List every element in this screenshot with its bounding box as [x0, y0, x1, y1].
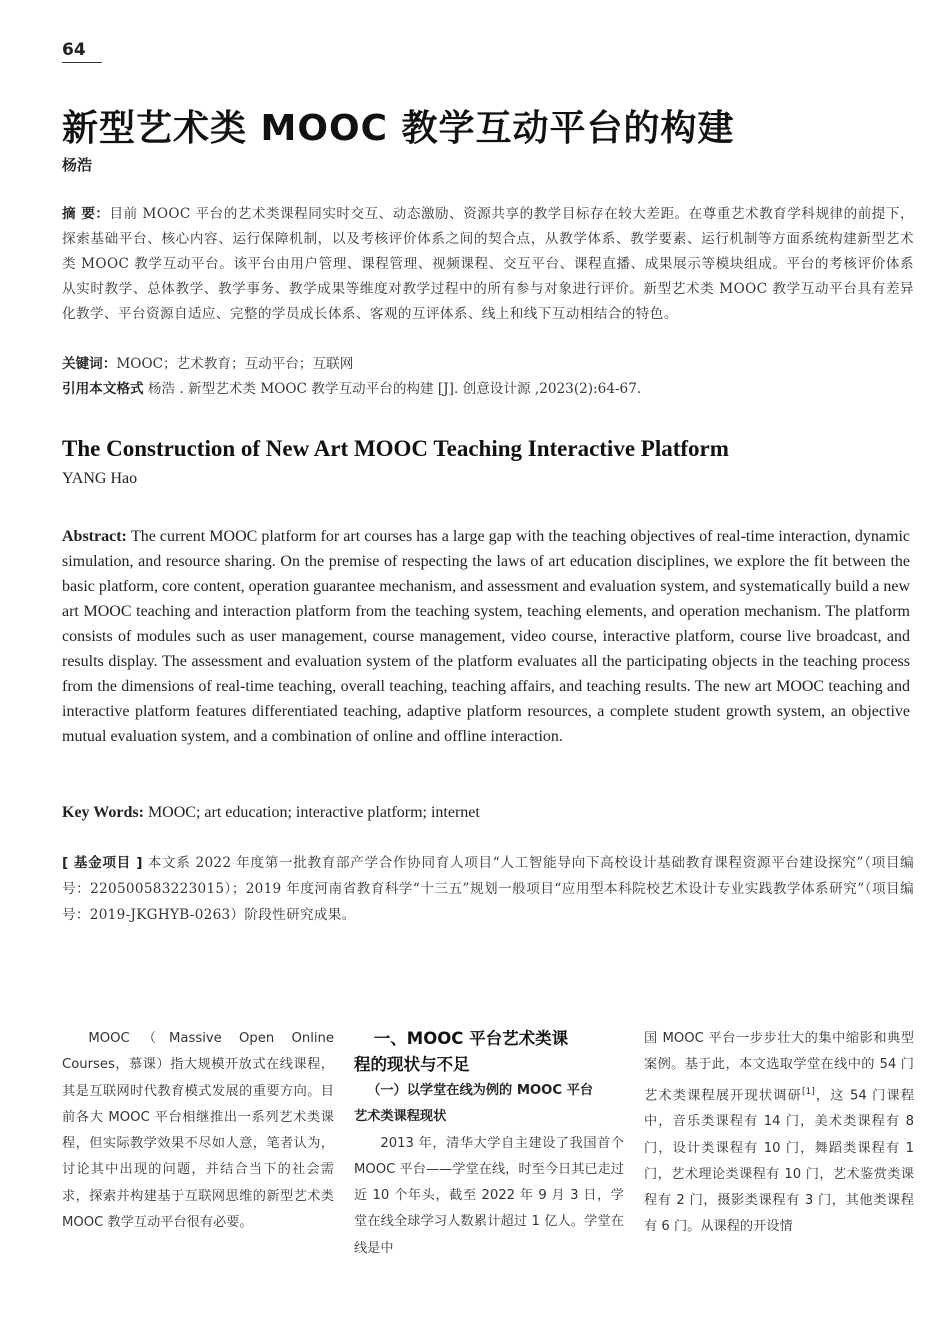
body-column-3: [644, 1026, 914, 1241]
abstract-en-label: Abstract:: [62, 528, 127, 545]
body-column-1: MOOC（Massive Open Online Courses，慕课）指大规模开放式在线课程，其是互联网时代教育模式发展的重要方向。目前各大 MOOC 平台相继推出一系列艺术类课程，但实际教学效果不尽如人意，笔者认为，讨论其中出现的问题，并结合当下的社会需求，探索并构建基于互联网思维的新型艺术类 MOOC 教学互动平台很有必要。: [62, 1031, 334, 1231]
section-1-heading: [354, 1026, 624, 1078]
page-number: 64: [62, 40, 86, 60]
fund-text: 本文系 2022 年度第一批教育部产学合作协同育人项目“人工智能导向下高校设计基础教育课程资源平台建设探究”（项目编号：220500583223015）；2019 年度河南省教育科学“十三五”规划一般项目“应用型本科院校艺术设计专业实践教学体系研究”（项目编号：2019-JKGHYB-0263）阶段性研究成果。: [62, 855, 914, 923]
keywords-cn-text: MOOC；艺术教育；互动平台；互联网: [116, 356, 354, 372]
abstract-en-text: The current MOOC platform for art courses has a large gap with the teaching objectives of real-time interaction, dynamic simulation, and resource sharing. On the premise of respecting the laws of art education disciplines, we explore the fit between the basic platform, core content, operation guarantee mechanism, and assessment and evaluation system, and systematically build a new art MOOC teaching and interaction platform from the teaching system, teaching elements, and operation mechanism. The platform consists of modules such as user management, course management, video course, interactive platform, course live broadcast, and results display. The assessment and evaluation system of the platform evaluates all the participating objects in the teaching process from the dimensions of real-time teaching, overall teaching, teaching affairs, and teaching results. The new art MOOC teaching and interactive platform features differentiated teaching, adaptive platform resources, a complete student growth system, an objective mutual evaluation system, and a combination of online and offline interaction.: [62, 528, 910, 745]
subsection-1-heading-line2: 艺术类课程现状: [354, 1109, 447, 1125]
author-en: YANG Hao: [62, 470, 138, 487]
keywords-en-text: MOOC; art education; interactive platform; internet: [147, 804, 480, 821]
keywords-en-label: Key Words:: [62, 804, 144, 821]
body-column-3-text-b: ，这 54 门课程中，音乐类课程有 14 门，美术类课程有 8 门，设计类课程有 10 门，舞蹈类课程有 1 门，艺术理论类课程有 10 门，艺术鉴赏类课程有 2 门，摄影类课程有 3 门，其他类课程有 6 门。从课程的开设情: [644, 1087, 915, 1235]
body-column-2-text: 2013 年，清华大学自主建设了我国首个 MOOC 平台——学堂在线，时至今日其已走过近 10 个年头，截至 2022 年 9 月 3 日，学堂在线全球学习人数累计超过 1 亿人。学堂在线是中: [354, 1135, 624, 1256]
article-title-cn: 新型艺术类 MOOC 教学互动平台的构建: [62, 108, 735, 149]
section-1-heading-line2: 程的现状与不足: [354, 1055, 470, 1074]
citation: [62, 377, 914, 402]
abstract-cn-label: 摘 要：: [62, 206, 110, 222]
fund-note: [62, 850, 914, 928]
subsection-1-heading-line1: （一）以学堂在线为例的 MOOC 平台: [367, 1083, 594, 1098]
abstract-cn-text: 目前 MOOC 平台的艺术类课程同实时交互、动态激励、资源共享的教学目标存在较大差距。在尊重艺术教育学科规律的前提下，探索基础平台、核心内容、运行保障机制，以及考核评价体系之间的契合点，从教学体系、教学要素、运行机制等方面系统构建新型艺术类 MOOC 教学互动平台。该平台由用户管理、课程管理、视频课程、交互平台、课程直播、成果展示等模块组成。平台的考核评价体系从实时教学、总体教学、教学事务、教学成果等维度对教学过程中的所有参与对象进行评价。新型艺术类 MOOC 教学互动平台具有差异化教学、平台资源自适应、完整的学员成长体系、客观的互评体系、线上和线下互动相结合的特色。: [62, 206, 914, 322]
citation-label: 引用本文格式: [62, 381, 144, 397]
keywords-en: [62, 800, 480, 825]
abstract-cn: [62, 202, 914, 327]
page-number-rule: [62, 62, 102, 63]
fund-label: [ 基金项目 ]: [62, 855, 143, 871]
abstract-en: [62, 524, 910, 749]
section-1-heading-line1: 一、MOOC 平台艺术类课: [373, 1029, 569, 1048]
keywords-cn-label: 关键词：: [62, 356, 117, 372]
keywords-cn: [62, 352, 914, 377]
body-column-2: [354, 1026, 624, 1262]
article-title-en: The Construction of New Art MOOC Teaching Interactive Platform: [62, 436, 729, 461]
body-column-3-text-a: 国 MOOC 平台一步步壮大的集中缩影和典型案例。基于此，本文选取学堂在线中的 54 门艺术类课程展开现状调研: [644, 1031, 914, 1103]
citation-text: 杨浩 . 新型艺术类 MOOC 教学互动平台的构建 [J]. 创意设计源 ,2023(2):64-67.: [147, 381, 642, 397]
author-cn: 杨浩: [62, 156, 93, 174]
citation-ref: [1]: [801, 1086, 815, 1097]
